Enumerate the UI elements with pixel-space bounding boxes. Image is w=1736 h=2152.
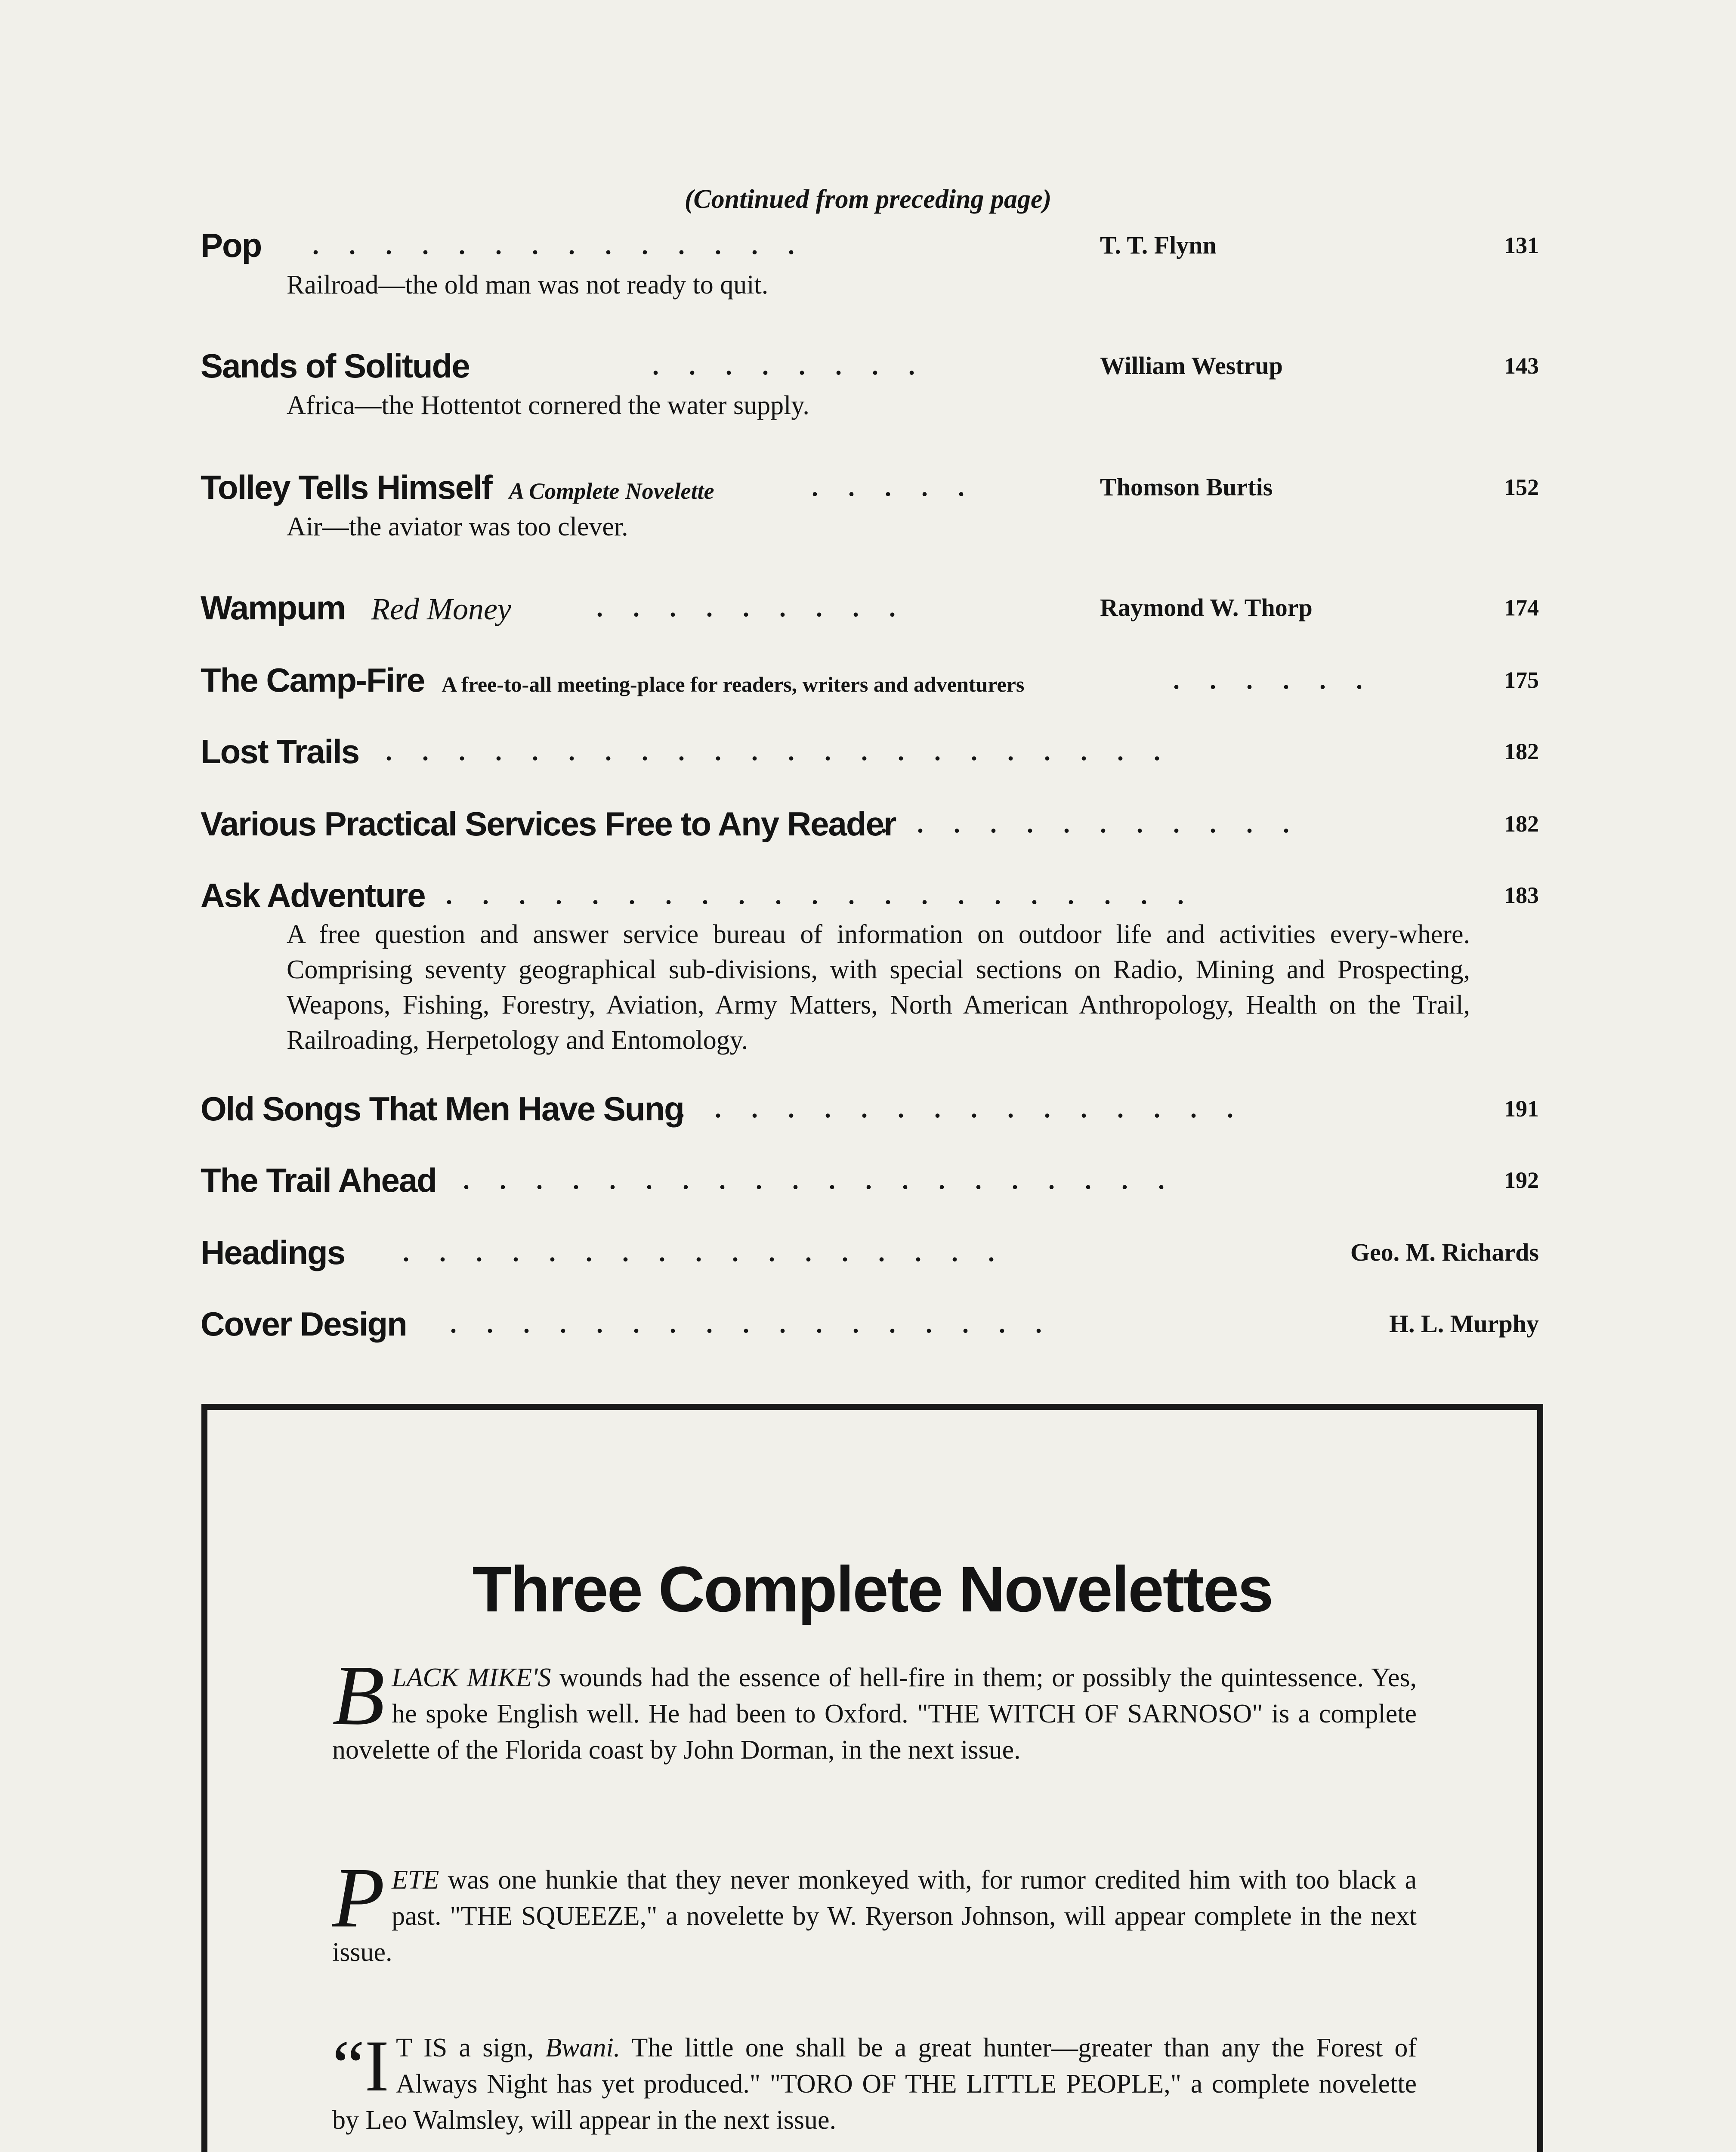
leader-dots: .............. xyxy=(312,231,825,260)
novelette-paragraph-2 xyxy=(332,1850,1417,1970)
toc-title-text: Wampum xyxy=(201,589,346,627)
dropcap: “I xyxy=(332,2025,389,2106)
box-title: Three Complete Novelettes xyxy=(472,1553,1273,1625)
dropcap: P xyxy=(332,1850,385,1945)
leader-dots: ...................... xyxy=(386,737,1190,766)
toc-entry-trail-ahead[interactable] xyxy=(201,1159,1539,1202)
toc-author: William Westrup xyxy=(1100,352,1283,380)
lead-words: T IS a sign, xyxy=(396,2033,546,2062)
leader-dots: ...... xyxy=(1173,666,1393,694)
leader-dots: ................. xyxy=(403,1238,1025,1267)
toc-title: Cover Design xyxy=(201,1305,407,1343)
toc-author: Thomson Burtis xyxy=(1100,473,1273,501)
toc-title: Sands of Solitude xyxy=(201,347,470,385)
toc-entry-headings[interactable] xyxy=(201,1231,1539,1274)
leader-dots: ............ xyxy=(880,810,1319,838)
paragraph-text: was one hunkie that they never monkeyed with, for rumor credited him with too black a past. "THE SQUEEZE," a novelette by W. Ryerson Johnson, will appear complete in the next issue. xyxy=(332,1865,1417,1967)
toc-title xyxy=(201,659,1024,706)
toc-entry-pop[interactable] xyxy=(201,224,1539,303)
toc-author: H. L. Murphy xyxy=(1389,1310,1539,1338)
toc-author: T. T. Flynn xyxy=(1100,231,1217,259)
toc-title: Lost Trails xyxy=(201,733,359,770)
toc-page: 175 xyxy=(1504,667,1539,693)
toc-entry-cover-design[interactable] xyxy=(201,1302,1539,1345)
toc-author: Geo. M. Richards xyxy=(1350,1238,1539,1266)
leader-dots: ..................... xyxy=(446,881,1214,909)
lead-words: ETE xyxy=(392,1865,439,1895)
toc-title xyxy=(201,466,714,513)
leader-dots: ................ xyxy=(678,1095,1263,1123)
toc-title-text: The Camp-Fire xyxy=(201,661,425,699)
novelettes-box xyxy=(201,1404,1543,2152)
leader-dots: ......... xyxy=(596,594,926,622)
toc-title: Various Practical Services Free to Any Reader xyxy=(201,805,896,843)
toc-subtitle: A Complete Novelette xyxy=(509,478,714,504)
paragraph-text: wounds had the essence of hell-fire in them; or possibly the quintessence. Yes, he spoke English well. He had been to Oxford. "THE WITCH OF SARNOSO" is a complete novelette of the Florida coast by John Dorman, in the next issue. xyxy=(332,1663,1417,1765)
toc-page: 131 xyxy=(1504,232,1539,258)
toc-page: 191 xyxy=(1504,1096,1539,1122)
continued-note: (Continued from preceding page) xyxy=(684,185,1052,214)
toc-entry-services[interactable] xyxy=(201,802,1539,845)
toc-entry-tolley[interactable] xyxy=(201,466,1539,545)
toc-title xyxy=(201,586,511,631)
toc-title: The Trail Ahead xyxy=(201,1161,436,1199)
novelette-paragraph-3 xyxy=(332,2025,1417,2138)
toc-desc: Africa—the Hottentot cornered the water supply. xyxy=(287,391,809,420)
toc-page: 182 xyxy=(1504,739,1539,764)
leader-dots: ..... xyxy=(812,473,995,501)
lead-words: LACK MIKE'S xyxy=(392,1663,551,1692)
toc-title: Headings xyxy=(201,1234,345,1271)
italic-word: Bwani. xyxy=(545,2033,621,2062)
toc-page: 174 xyxy=(1504,595,1539,621)
toc-subtitle: A free-to-all meeting-place for readers, writers and adventurers xyxy=(442,672,1025,696)
toc-entry-wampum[interactable] xyxy=(201,586,1539,629)
leader-dots: .................... xyxy=(463,1166,1195,1194)
toc-page: 182 xyxy=(1504,811,1539,837)
toc-author: Raymond W. Thorp xyxy=(1100,594,1313,621)
toc-page: 192 xyxy=(1504,1167,1539,1193)
toc-title: Pop xyxy=(201,226,262,264)
leader-dots: ................. xyxy=(450,1310,1072,1338)
toc-entry-campfire[interactable] xyxy=(201,659,1539,702)
toc-entry-old-songs[interactable] xyxy=(201,1087,1539,1130)
toc-entry-lost-trails[interactable] xyxy=(201,730,1539,773)
toc-title: Old Songs That Men Have Sung xyxy=(201,1090,684,1128)
toc-page: 143 xyxy=(1504,353,1539,379)
toc-subtitle: Red Money xyxy=(371,592,511,626)
toc-page: 152 xyxy=(1504,474,1539,500)
toc-desc: Air—the aviator was too clever. xyxy=(287,512,628,541)
novelette-paragraph-1 xyxy=(332,1648,1417,1768)
toc-entry-ask-adventure[interactable] xyxy=(201,874,1539,1058)
toc-entry-sands[interactable] xyxy=(201,344,1539,424)
toc-title: Ask Adventure xyxy=(201,876,425,914)
toc-desc: A free question and answer service bureau of information on outdoor life and activities every-where. Comprising seventy geographical sub-divisions, with special sections on Radio, Mining and Prospecting, Weapons, Fishing, Forestry, Aviation, Army Matters, North American Anthropology, Health on the Trail, Railroading, Herpetology and Entomology. xyxy=(287,920,1470,1055)
dropcap: B xyxy=(332,1648,385,1743)
toc-page: 183 xyxy=(1504,882,1539,908)
toc-title-text: Tolley Tells Himself xyxy=(201,468,492,506)
paragraph-text: The little one shall be a great hunter—greater than any the Forest of Always Night has yet produced." "TORO OF THE LITTLE PEOPLE," a complete novelette by Leo Walmsley, will appear in the next issue. xyxy=(332,2033,1417,2135)
toc-desc: Railroad—the old man was not ready to quit. xyxy=(287,270,769,300)
leader-dots: ........ xyxy=(652,352,945,380)
